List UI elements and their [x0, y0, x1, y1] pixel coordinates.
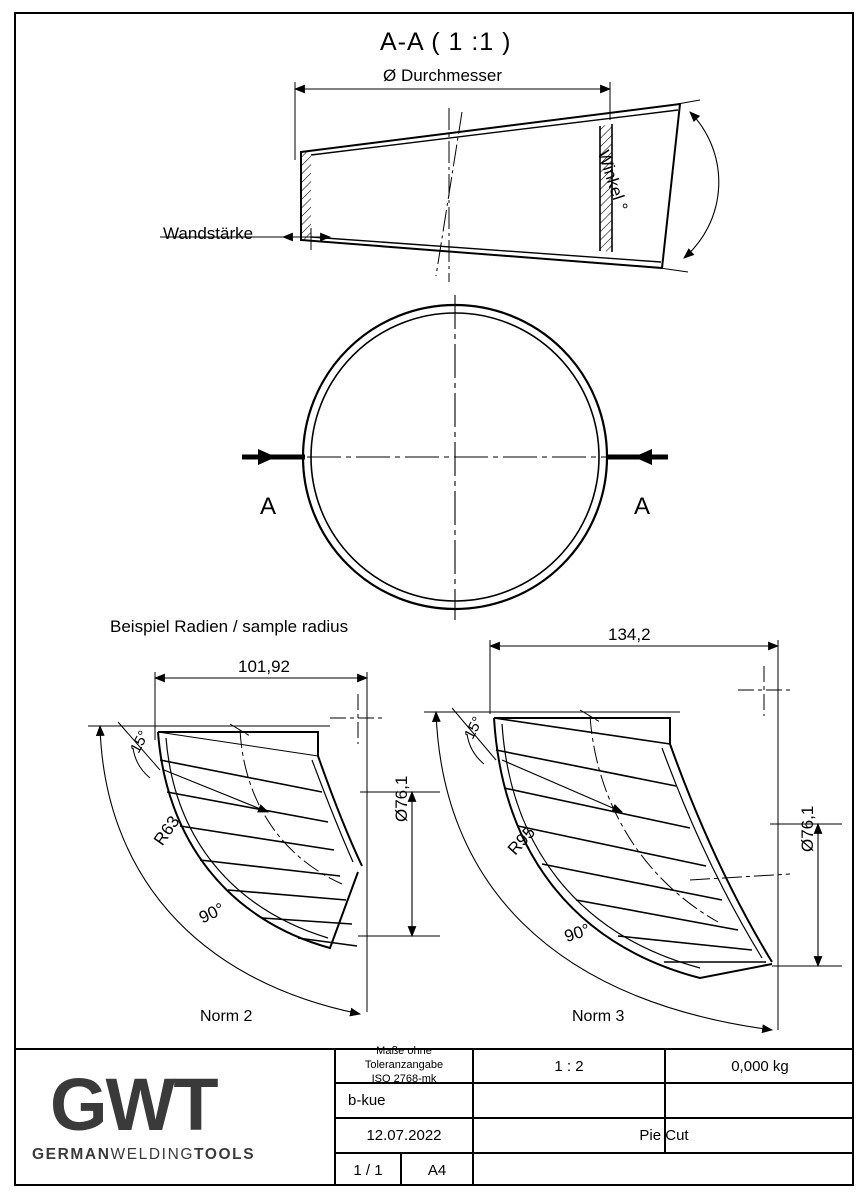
radius-example-caption: Beispiel Radien / sample radius: [110, 617, 349, 636]
tb-blank-2: [474, 1154, 854, 1186]
tolerance-line1: Maße ohne Toleranzangabe: [364, 1045, 444, 1072]
company-logo: [30, 1060, 320, 1178]
diameter-label: Ø Durchmesser: [383, 66, 503, 85]
norm2-width-dim: 101,92: [238, 657, 290, 676]
date-value: 12.07.2022: [366, 1127, 442, 1144]
logo-word-welding: WELDING: [110, 1146, 195, 1163]
section-view-aa: [160, 82, 719, 282]
scale-value: 1 : 2: [554, 1057, 584, 1075]
example-norm2: [88, 672, 440, 1014]
section-mark-left: A: [260, 493, 277, 520]
logo-word-german: GERMAN: [32, 1146, 111, 1163]
format-value: A4: [427, 1161, 447, 1179]
norm2-angle-15: 15°: [127, 727, 153, 756]
norm2-diameter: Ø76,1: [392, 775, 411, 822]
part-name-value: Pie Cut: [639, 1127, 689, 1144]
norm3-arc-angle: 90°: [562, 920, 593, 947]
circular-view: [242, 295, 668, 620]
tb-blank-1: [474, 1084, 854, 1117]
norm3-name: Norm 3: [572, 1008, 625, 1025]
norm2-arc-angle: 90°: [196, 899, 228, 928]
logo-mark: GWT: [50, 1063, 217, 1146]
author-value: b-kue: [348, 1092, 386, 1109]
norm3-width-dim: 134,2: [608, 625, 651, 644]
weight-value: 0,000 kg: [731, 1057, 789, 1075]
norm3-diameter: Ø76,1: [798, 805, 817, 852]
tolerance-line2: ISO 2768-mk: [371, 1072, 437, 1085]
wall-thickness-label: Wandstärke: [163, 224, 254, 243]
tolerance-note: [336, 1045, 472, 1085]
section-title: A-A ( 1 :1 ): [380, 28, 512, 56]
angle-label: Winkel °: [593, 148, 632, 214]
norm3-angle-15: 15°: [461, 713, 487, 742]
logo-wordmark: [32, 1146, 255, 1164]
norm2-radius: R63: [150, 812, 184, 849]
section-mark-right: A: [634, 493, 651, 520]
norm2-name: Norm 2: [200, 1008, 253, 1025]
norm3-radius: R95: [504, 822, 539, 859]
sheet-value: 1 / 1: [353, 1161, 383, 1179]
logo-word-tools: TOOLS: [194, 1146, 256, 1163]
